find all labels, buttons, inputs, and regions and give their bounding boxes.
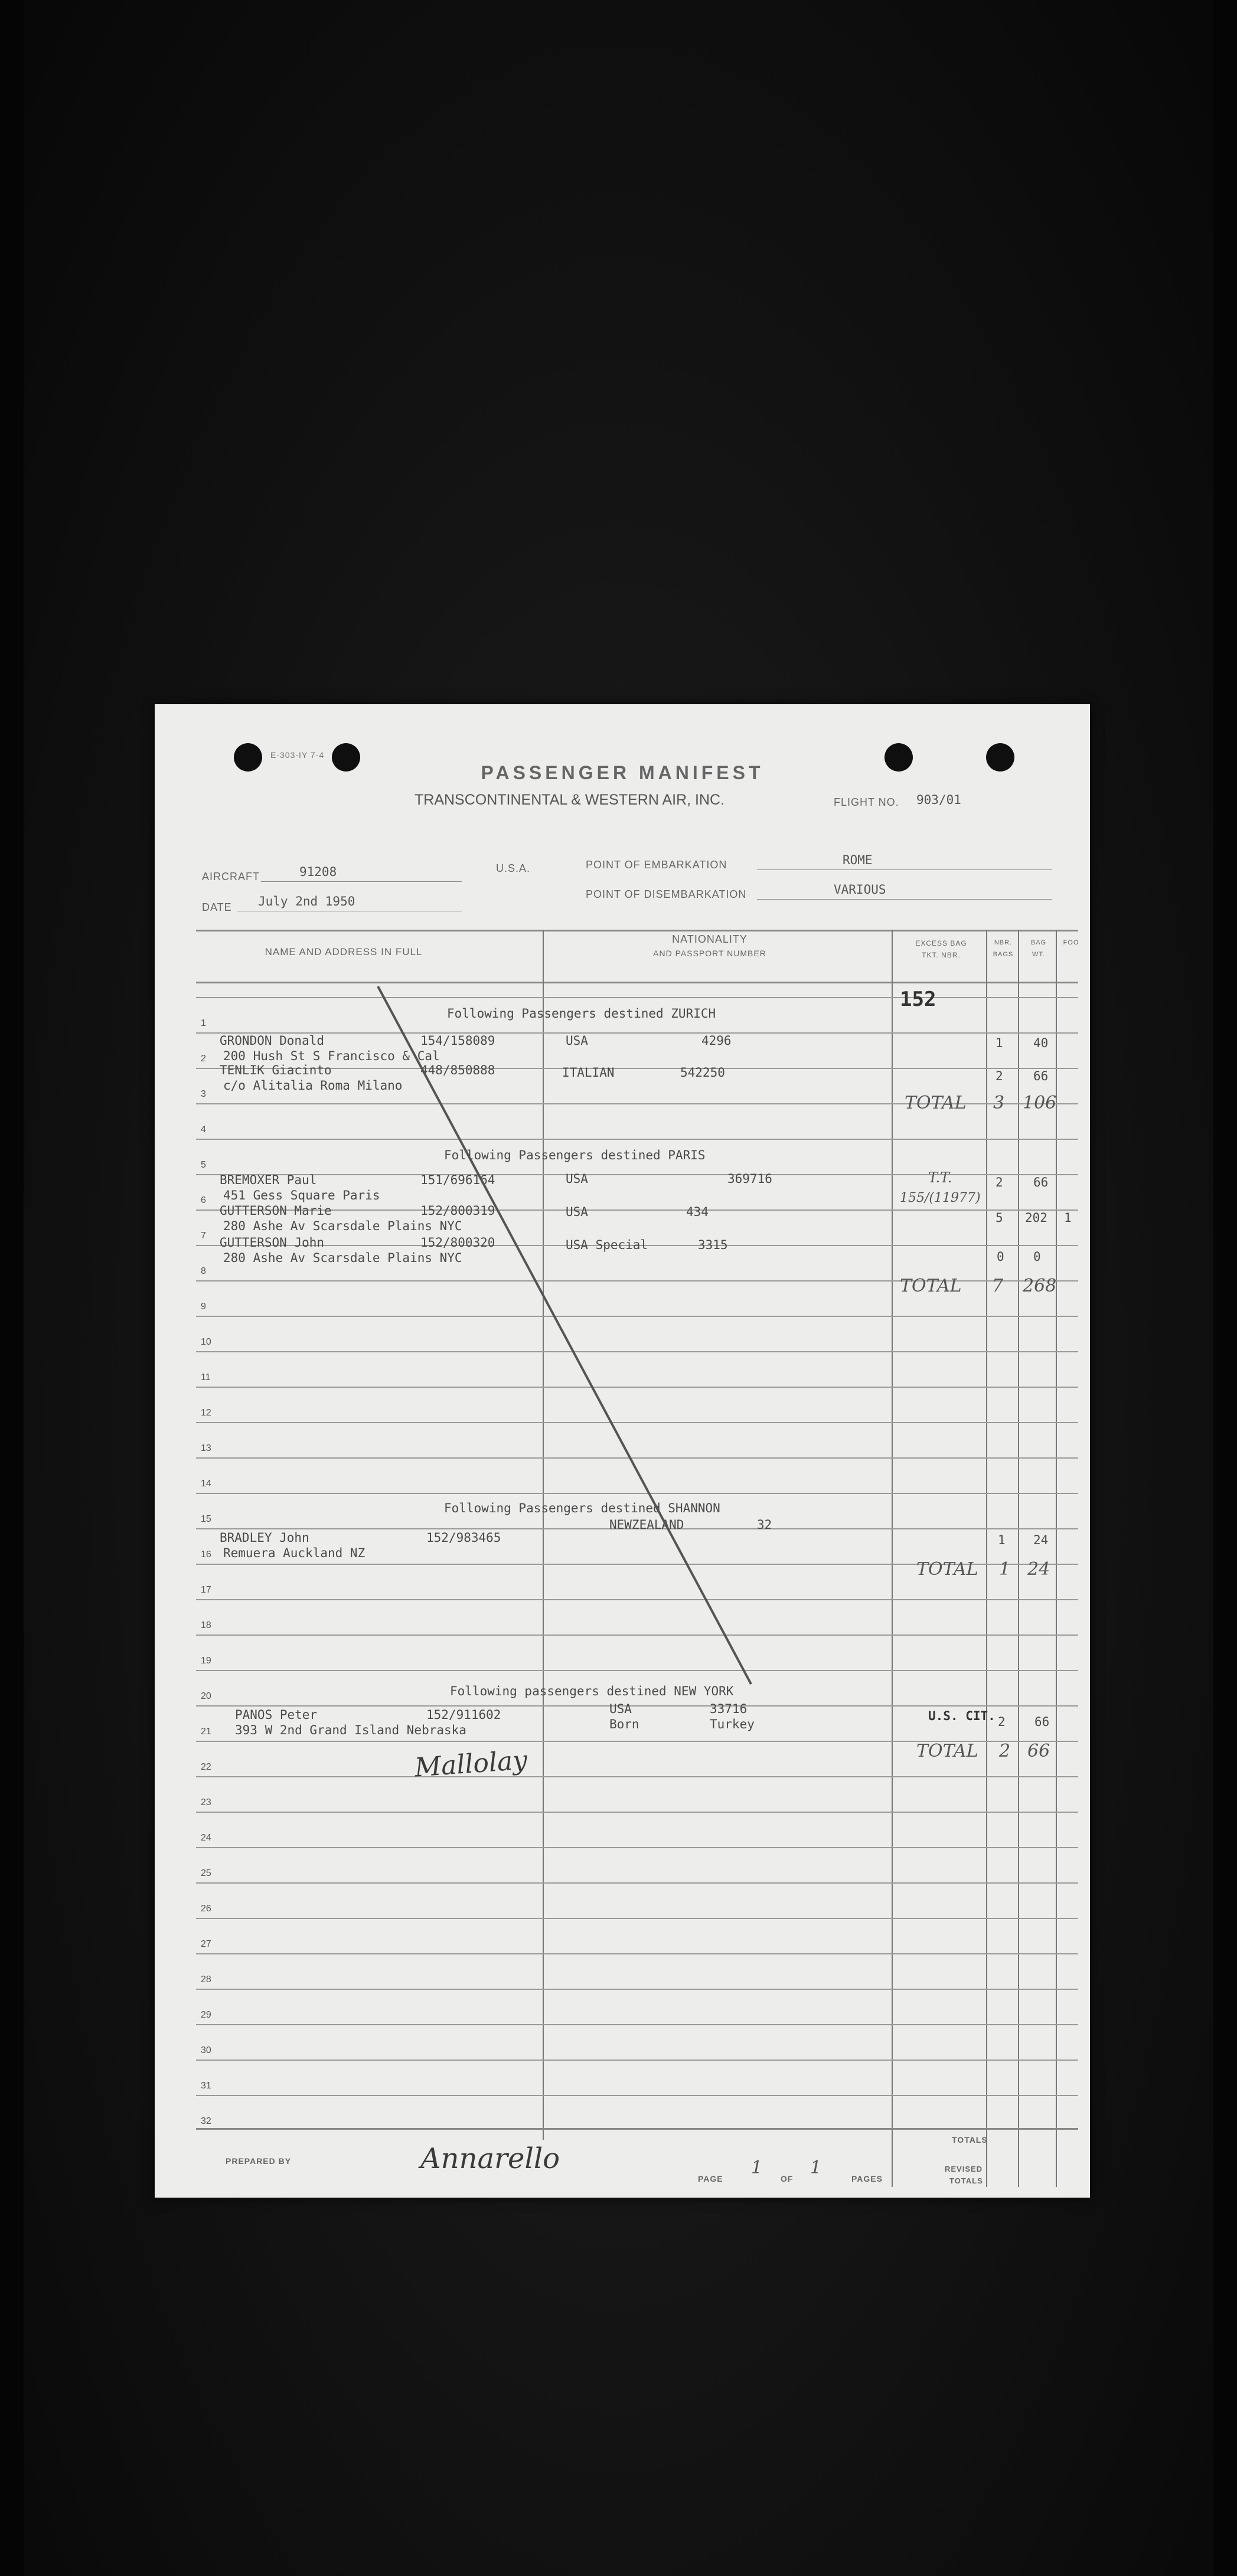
total-weight: 268	[1023, 1276, 1057, 1296]
mid-page-signature: Mallolay	[413, 1745, 528, 1783]
nationality-value: ITALIAN	[562, 1065, 615, 1080]
manifest-sheet	[155, 704, 1090, 2198]
weight-header: WT.	[1032, 951, 1045, 958]
row-number: 6	[201, 1195, 206, 1205]
total-bags: 1	[999, 1559, 1011, 1580]
bag-weight: 24	[1033, 1533, 1049, 1547]
row-number: 28	[201, 1975, 211, 1985]
manifest-title: PASSENGER MANIFEST	[481, 762, 764, 783]
total-bags: 3	[993, 1093, 1005, 1113]
ticket-number: 152/800319	[420, 1204, 495, 1218]
birthplace-value: Turkey	[710, 1717, 755, 1731]
disembark-value: VARIOUS	[834, 882, 886, 897]
food-header: FOO	[1063, 939, 1079, 946]
paris-header: Following Passengers destined PARIS	[444, 1148, 706, 1162]
passenger-address: 200 Hush St S Francisco & Cal	[223, 1049, 440, 1063]
nationality-value: NEWZEALAND	[609, 1518, 684, 1532]
row-number: 3	[201, 1089, 206, 1099]
country-label: U.S.A.	[496, 862, 531, 874]
passenger-address: Remuera Auckland NZ	[223, 1546, 365, 1560]
passport-number: 3315	[698, 1238, 728, 1252]
aircraft-label: AIRCRAFT	[202, 871, 260, 882]
row-number: 1	[201, 1018, 206, 1028]
excess-ticket-header: TKT. NBR.	[922, 951, 961, 959]
prepared-by-label: PREPARED BY	[226, 2156, 292, 2166]
passport-number: 434	[686, 1205, 709, 1219]
page-number: 1	[751, 2157, 763, 2178]
nationality-header: NATIONALITY	[672, 933, 748, 945]
of-label: OF	[781, 2174, 794, 2183]
shannon-header: Following Passengers destined SHANNON	[444, 1501, 720, 1515]
row-number: 13	[201, 1443, 211, 1453]
ticket-number: 152/983465	[426, 1531, 501, 1545]
row-number: 4	[201, 1124, 206, 1135]
row-number: 24	[201, 1833, 211, 1843]
row-number: 25	[201, 1868, 211, 1878]
row-number: 15	[201, 1514, 211, 1524]
row-number: 31	[201, 2081, 211, 2091]
bag-count: 0	[997, 1250, 1004, 1264]
prepared-by-signature: Annarello	[420, 2142, 560, 2175]
bags-header: BAGS	[993, 951, 1014, 958]
excess-ticket-152: 152	[900, 988, 936, 1011]
row-number: 21	[201, 1727, 211, 1737]
row-number: 9	[201, 1302, 206, 1312]
date-label: DATE	[202, 901, 232, 913]
total-label: TOTAL	[916, 1559, 978, 1580]
nationality-value: USA	[609, 1702, 632, 1716]
diagonal-strike-line	[155, 704, 1090, 2198]
nationality-birthplace: Born	[609, 1717, 639, 1731]
row-number: 8	[201, 1266, 206, 1276]
row-number: 23	[201, 1797, 211, 1807]
row-number: 22	[201, 1762, 211, 1772]
excess-ticket: T.T.	[928, 1169, 952, 1186]
film-left-edge	[0, 0, 24, 2576]
revised-totals-label: TOTALS	[949, 2176, 983, 2185]
total-bags: 7	[992, 1276, 1004, 1296]
row-number: 11	[201, 1372, 211, 1382]
embark-label: POINT OF EMBARKATION	[586, 859, 727, 871]
nbr-header: NBR.	[994, 939, 1013, 946]
form-code: E-303-IY 7-4	[270, 750, 325, 760]
page-total: 1	[810, 2157, 822, 2178]
passenger-name: PANOS Peter	[235, 1708, 318, 1722]
total-weight: 24	[1027, 1559, 1050, 1580]
row-number: 16	[201, 1549, 211, 1560]
row-number: 27	[201, 1939, 211, 1949]
nationality-value: USA Special	[566, 1238, 648, 1252]
aircraft-value: 91208	[299, 865, 337, 879]
passport-header: AND PASSPORT NUMBER	[653, 949, 766, 958]
flight-no-label: FLIGHT NO.	[834, 796, 899, 808]
excess-bag-header: EXCESS BAG	[915, 939, 967, 947]
passport-number: 369716	[727, 1172, 772, 1186]
ticket-number: 448/850888	[420, 1063, 495, 1077]
passport-number: 32	[757, 1518, 772, 1532]
row-number: 20	[201, 1691, 211, 1701]
row-number: 12	[201, 1408, 211, 1418]
passport-number: 542250	[680, 1065, 725, 1080]
strike-line	[378, 986, 751, 1684]
total-label: TOTAL	[900, 1276, 962, 1296]
revised-label: REVISED	[945, 2165, 983, 2173]
excess-ticket: 155/(11977)	[900, 1191, 981, 1205]
row-number: 10	[201, 1337, 211, 1347]
pages-label: PAGES	[851, 2174, 883, 2183]
passport-number: 33716	[710, 1702, 748, 1716]
total-label: TOTAL	[905, 1093, 967, 1113]
zurich-header: Following Passengers destined ZURICH	[447, 1006, 716, 1021]
passenger-name: BREMOXER Paul	[220, 1173, 317, 1187]
passenger-name: GUTTERSON John	[220, 1235, 325, 1250]
ticket-number: 152/800320	[420, 1235, 495, 1250]
food-value: 1	[1064, 1211, 1072, 1225]
bag-count: 5	[996, 1211, 1003, 1225]
passport-number: 4296	[701, 1034, 732, 1048]
total-label: TOTAL	[916, 1741, 978, 1761]
total-weight: 66	[1027, 1741, 1050, 1761]
row-number: 7	[201, 1231, 206, 1241]
ticket-number: 154/158089	[420, 1034, 495, 1048]
bag-count: 1	[998, 1533, 1006, 1547]
bag-count: 2	[996, 1069, 1003, 1083]
passenger-address: 451 Gess Square Paris	[223, 1188, 380, 1202]
bag-count: 2	[996, 1175, 1003, 1189]
passenger-name: GRONDON Donald	[220, 1034, 325, 1048]
passenger-address: 280 Ashe Av Scarsdale Plains NYC	[223, 1219, 462, 1233]
passenger-address: 393 W 2nd Grand Island Nebraska	[235, 1723, 466, 1737]
bag-weight: 0	[1033, 1250, 1041, 1264]
flight-no-value: 903/01	[916, 793, 961, 807]
passenger-name: GUTTERSON Marie	[220, 1204, 332, 1218]
passenger-name: TENLIK Giacinto	[220, 1063, 332, 1077]
ticket-number: 152/911602	[426, 1708, 501, 1722]
date-value: July 2nd 1950	[258, 894, 355, 908]
passenger-address: 280 Ashe Av Scarsdale Plains NYC	[223, 1251, 462, 1265]
disembark-label: POINT OF DISEMBARKATION	[586, 888, 747, 900]
bag-weight: 40	[1033, 1036, 1049, 1050]
nationality-value: USA	[566, 1034, 588, 1048]
total-weight: 106	[1023, 1093, 1057, 1113]
footer-top-rule	[196, 2128, 1078, 2130]
row-number: 17	[201, 1585, 211, 1595]
bag-weight: 66	[1034, 1715, 1050, 1729]
row-number: 18	[201, 1620, 211, 1630]
film-right-edge	[1213, 0, 1237, 2576]
page-label: PAGE	[698, 2174, 723, 2183]
row-number: 14	[201, 1479, 211, 1489]
row-number: 5	[201, 1160, 206, 1170]
embark-value: ROME	[843, 853, 873, 867]
bag-count: 1	[996, 1036, 1003, 1050]
bag-weight: 66	[1033, 1175, 1049, 1189]
row-number: 2	[201, 1054, 206, 1064]
row-number: 19	[201, 1656, 211, 1666]
excess-ticket: U.S. CIT.	[928, 1709, 996, 1723]
total-bags: 2	[999, 1741, 1011, 1761]
carrier-name: TRANSCONTINENTAL & WESTERN AIR, INC.	[414, 792, 725, 808]
passenger-name: BRADLEY John	[220, 1531, 309, 1545]
bag-weight-header: BAG	[1030, 939, 1047, 946]
row-number: 26	[201, 1904, 211, 1914]
nationality-value: USA	[566, 1172, 588, 1186]
bag-weight: 202	[1025, 1211, 1047, 1225]
nationality-value: USA	[566, 1205, 588, 1219]
totals-label: TOTALS	[952, 2135, 988, 2145]
bag-count: 2	[998, 1715, 1006, 1729]
ticket-number: 151/696164	[420, 1173, 495, 1187]
row-number: 30	[201, 2045, 211, 2055]
bag-weight: 66	[1033, 1069, 1049, 1083]
row-number: 32	[201, 2116, 211, 2126]
new-york-header: Following passengers destined NEW YORK	[450, 1684, 734, 1698]
passenger-address: c/o Alitalia Roma Milano	[223, 1078, 403, 1093]
row-number: 29	[201, 2010, 211, 2020]
name-address-header: NAME AND ADDRESS IN FULL	[265, 946, 423, 957]
